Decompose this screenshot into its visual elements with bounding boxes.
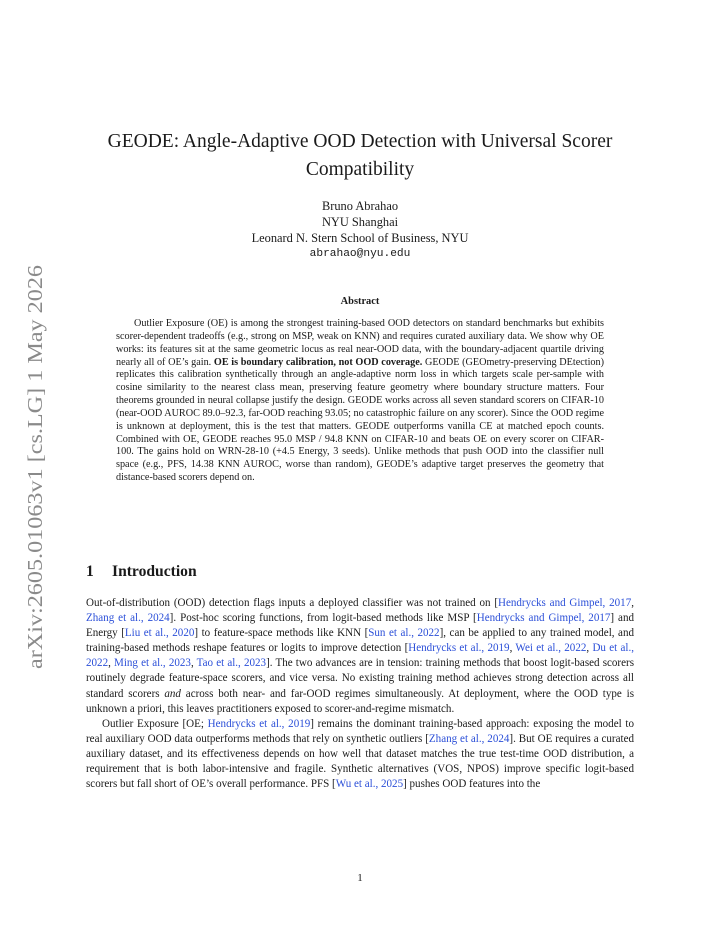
- citation-link[interactable]: Wei et al., 2022: [515, 642, 587, 655]
- author-affiliation: NYU Shanghai: [321, 215, 399, 229]
- citation-link[interactable]: Hendrycks et al., 2019: [207, 717, 311, 730]
- arxiv-identifier-stamp: [4, 262, 60, 672]
- text-run: ], can be applied to any trained model, and training-based methods reshape features or logits to improve detection [: [86, 627, 635, 655]
- text-run: ] pushes OOD features into the: [403, 778, 541, 791]
- citation-link[interactable]: Liu et al., 2020: [124, 627, 195, 640]
- text-run: ] remains the dominant training-based approach: exposing the model to real auxiliary OOD data outperforms methods that rely on synthetic outliers [: [86, 717, 634, 745]
- author-affiliation-secondary: Leonard N. Stern School of Business, NYU: [251, 231, 469, 245]
- arxiv-stamp-text: arXiv:2605.01063v1 [cs.LG] 1 May 2026: [23, 317, 47, 669]
- citation-link[interactable]: Sun et al., 2022: [368, 627, 440, 640]
- text-run: Out-of-distribution (OOD) detection flags inputs a deployed classifier was not trained on [: [86, 597, 498, 609]
- citation-link[interactable]: Wu et al., 2025: [335, 778, 404, 791]
- citation-link[interactable]: Ming et al., 2023: [114, 657, 191, 670]
- intro-paragraph-2: [86, 717, 634, 792]
- text-run: Outlier Exposure [OE;: [102, 717, 208, 730]
- page-number: 1: [357, 872, 363, 884]
- section-title: Introduction: [112, 563, 197, 580]
- text-run: ] to feature-space methods like KNN [: [194, 627, 369, 640]
- abstract-bold-claim: OE is boundary calibration, not OOD coverage.: [213, 356, 423, 368]
- text-run: ,: [586, 642, 593, 655]
- author-email: abrahao@nyu.edu: [309, 248, 411, 260]
- text-run: ,: [631, 597, 634, 609]
- text-run: ,: [190, 657, 197, 670]
- abstract-text-part: Outlier Exposure (OE) is among the strongest training-based OOD detectors on standard benchmarks but exhibits scorer-dependent tradeoffs (e.g., strong on MSP, weak on KNN) and requires curated auxiliary data. We show why OE works: its features sit at the same geometric locus as real near-OOD data, with the boundary-adjacent quartile driving nearly all of OE’s gain.: [116, 318, 604, 368]
- arxiv-stamp-svg: [4, 262, 60, 672]
- text-run: ]. The two advances are in tension: training methods that boost logit-based scorers routinely degrade feature-space scorers, and vice versa. No existing training method achieves strong detection across all standard scorers: [86, 657, 634, 700]
- abstract-text: [116, 318, 604, 485]
- section-number: 1: [86, 563, 94, 580]
- citation-link[interactable]: Hendrycks and Gimpel, 2017: [498, 597, 632, 609]
- citation-link[interactable]: Tao et al., 2023: [196, 657, 267, 670]
- introduction-body: [86, 596, 634, 792]
- text-run: ,: [108, 657, 114, 670]
- text-run: across both near- and far-OOD regimes simultaneously. At deployment, where the OOD type is unknown a priori, this leaves practitioners exposed to scorer-and-regime mismatch.: [86, 687, 634, 715]
- text-run: ]. But OE requires a curated auxiliary dataset, and its effectiveness depends on how well that dataset matches the true test-time OOD distribution, a requirement that is both labor-intensive and fragile. Synthetic alternatives (VOS, NPOS) improve specific logit-based scorers but fall short of OE’s overall performance. PFS [: [86, 732, 634, 791]
- citation-link[interactable]: Du et al., 2022: [86, 642, 634, 670]
- citation-link[interactable]: Zhang et al., 2024: [86, 612, 170, 625]
- author-block: [160, 198, 560, 262]
- emphasis: and: [164, 687, 181, 700]
- citation-link[interactable]: Hendrycks et al., 2019: [408, 642, 510, 655]
- text-run: ]. Post-hoc scoring functions, from logit-based methods like MSP [: [169, 612, 477, 625]
- section-heading: [86, 563, 197, 581]
- abstract-heading: Abstract: [340, 296, 380, 307]
- author-name: Bruno Abrahao: [321, 199, 399, 213]
- abstract-text-part: GEODE (GEOmetry-preserving DEtection) replicates this calibration synthetically through an angle-adaptive norm loss in which targets scale per-sample with cosine similarity to the nearest class mean, preserving feature geometry where boundary structure matters. Four theorems grounded in neural collapse justify the design. GEODE works across all seven standard scorers on CIFAR-10 (near-OOD AUROC 89.0–92.3, far-OOD reaching 93.05; no catastrophic failure on any scorer). Since the OOD regime is unknown at deployment, this is the test that matters. GEODE outperforms vanilla CE at matched epoch counts. Combined with OE, GEODE reaches 95.0 MSP / 94.8 KNN on CIFAR-10 and beats OE on every scorer on CIFAR-100. The gains hold on WRN-28-10 (+4.5 Energy, 3 seeds). Unlike methods that push OOD into the classifier null space (e.g., PFS, 14.38 KNN AUROC, worse than random), GEODE’s adaptive target preserves the geometry that distance-based scorers depend on.: [116, 356, 604, 484]
- citation-link[interactable]: Zhang et al., 2024: [428, 732, 510, 745]
- paper-title: GEODE: Angle-Adaptive OOD Detection with Universal Scorer Compatibility: [107, 131, 613, 180]
- text-run: ,: [509, 642, 516, 655]
- citation-link[interactable]: Hendrycks and Gimpel, 2017: [476, 612, 611, 625]
- intro-paragraph-1: [86, 596, 634, 717]
- text-run: ] and Energy [: [86, 612, 634, 640]
